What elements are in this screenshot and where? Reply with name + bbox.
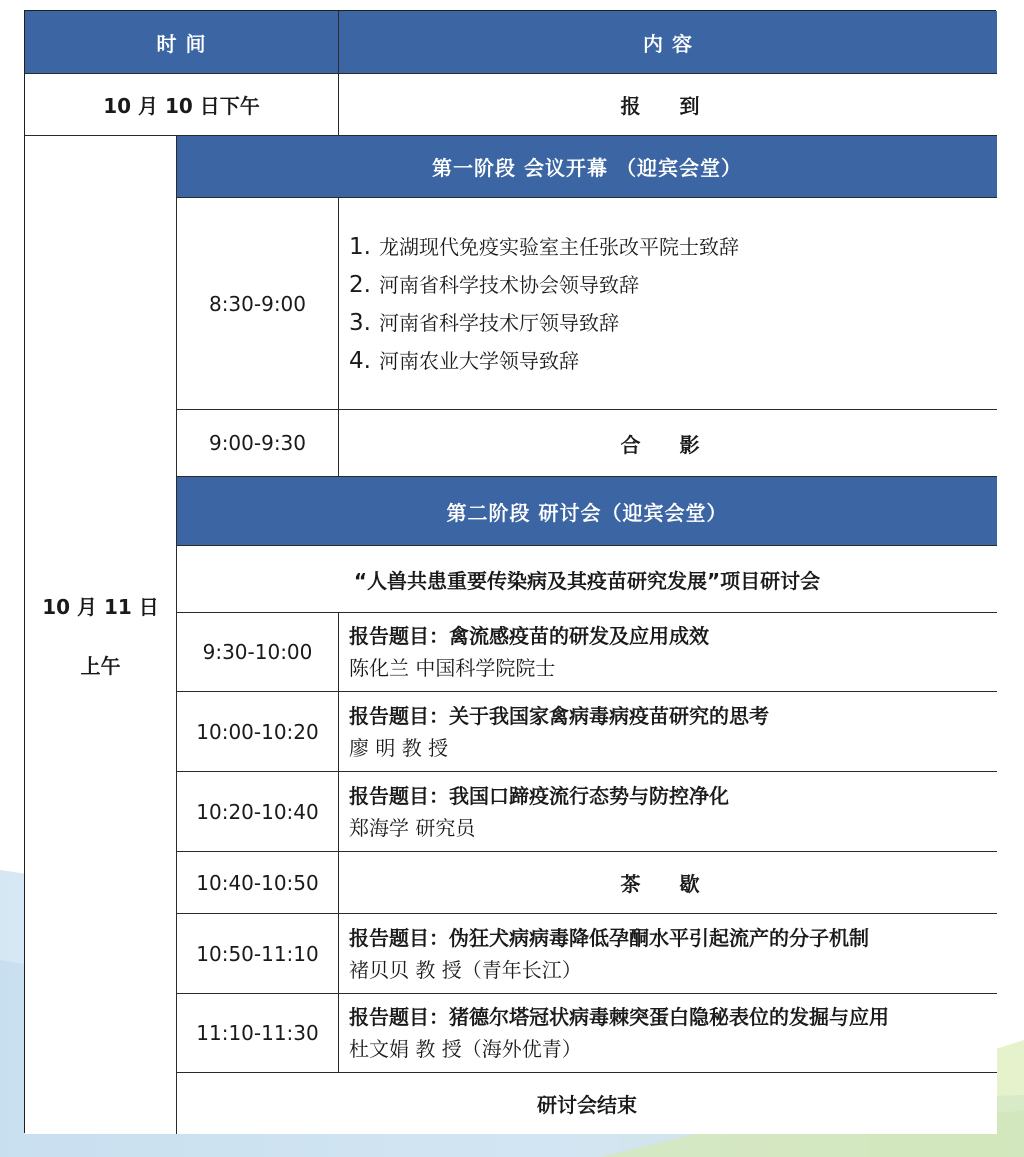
- header-content: [339, 11, 997, 74]
- list-number: 3.: [349, 309, 371, 336]
- talk-title: 报告题目：禽流感疫苗的研发及应用成效: [349, 624, 709, 648]
- stage1-title: 第一阶段 会议开幕 （迎宾会堂）: [177, 136, 997, 198]
- list-item: [349, 228, 739, 266]
- talk-speaker: 郑海学 研究员: [349, 815, 476, 840]
- list-item: [349, 304, 619, 342]
- talk-speaker: 褚贝贝 教 授（青年长江）: [349, 957, 582, 982]
- list-text: 河南农业大学领导致辞: [378, 348, 579, 373]
- talk-cell: [339, 692, 997, 772]
- talk-cell: [339, 613, 997, 692]
- list-text: 河南省科学技术厅领导致辞: [378, 310, 619, 335]
- talk-cell: [339, 994, 997, 1073]
- talk-title: 报告题目：猪德尔塔冠状病毒棘突蛋白隐秘表位的发掘与应用: [349, 1005, 889, 1029]
- break-label: 茶 歇: [339, 852, 997, 914]
- day2-date-cell: [25, 136, 177, 1134]
- list-text: 龙湖现代免疫实验室主任张改平院士致辞: [378, 234, 739, 259]
- break-time: 10:40-10:50: [177, 852, 339, 914]
- talk-title: 报告题目：关于我国家禽病毒病疫苗研究的思考: [349, 703, 769, 728]
- list-number: 4.: [349, 347, 371, 374]
- talk-time: 11:10-11:30: [177, 994, 339, 1073]
- talk-time: 9:30-10:00: [177, 613, 339, 692]
- list-item: [349, 342, 579, 380]
- talk-time: 10:00-10:20: [177, 692, 339, 772]
- header-time-label: 时 间: [156, 31, 207, 56]
- talk-cell: [339, 914, 997, 994]
- stage2-subtitle: “人兽共患重要传染病及其疫苗研究发展”项目研讨会: [177, 546, 997, 613]
- photo-label: 合 影: [339, 410, 997, 477]
- talk-speaker: 杜文娟 教 授（海外优青）: [349, 1037, 582, 1061]
- photo-time: 9:00-9:30: [177, 410, 339, 477]
- talk-time: 10:50-11:10: [177, 914, 339, 994]
- stage2-title: 第二阶段 研讨会（迎宾会堂）: [177, 477, 997, 546]
- arrival-date: 10 月 10 日下午: [25, 74, 339, 136]
- header-time: [25, 11, 339, 74]
- stage1-speech-list: [339, 198, 997, 410]
- talk-cell: [339, 772, 997, 852]
- list-number: 1.: [349, 233, 371, 260]
- arrival-label: 报 到: [339, 74, 997, 136]
- schedule-table: [24, 10, 996, 1133]
- talk-speaker: 陈化兰 中国科学院院士: [349, 656, 556, 680]
- list-item: [349, 266, 639, 304]
- talk-speaker: 廖 明 教 授: [349, 735, 449, 760]
- stage1-time: 8:30-9:00: [177, 198, 339, 410]
- header-content-label: 内 容: [643, 31, 693, 56]
- talk-time: 10:20-10:40: [177, 772, 339, 852]
- list-text: 河南省科学技术协会领导致辞: [378, 272, 639, 297]
- day2-period: 上午: [80, 654, 121, 678]
- talk-title: 报告题目：伪狂犬病病毒降低孕酮水平引起流产的分子机制: [349, 925, 869, 950]
- day2-date: 10 月 11 日: [42, 595, 159, 619]
- closing-label: 研讨会结束: [177, 1073, 997, 1134]
- list-number: 2.: [349, 271, 371, 298]
- talk-title: 报告题目：我国口蹄疫流行态势与防控净化: [349, 783, 729, 808]
